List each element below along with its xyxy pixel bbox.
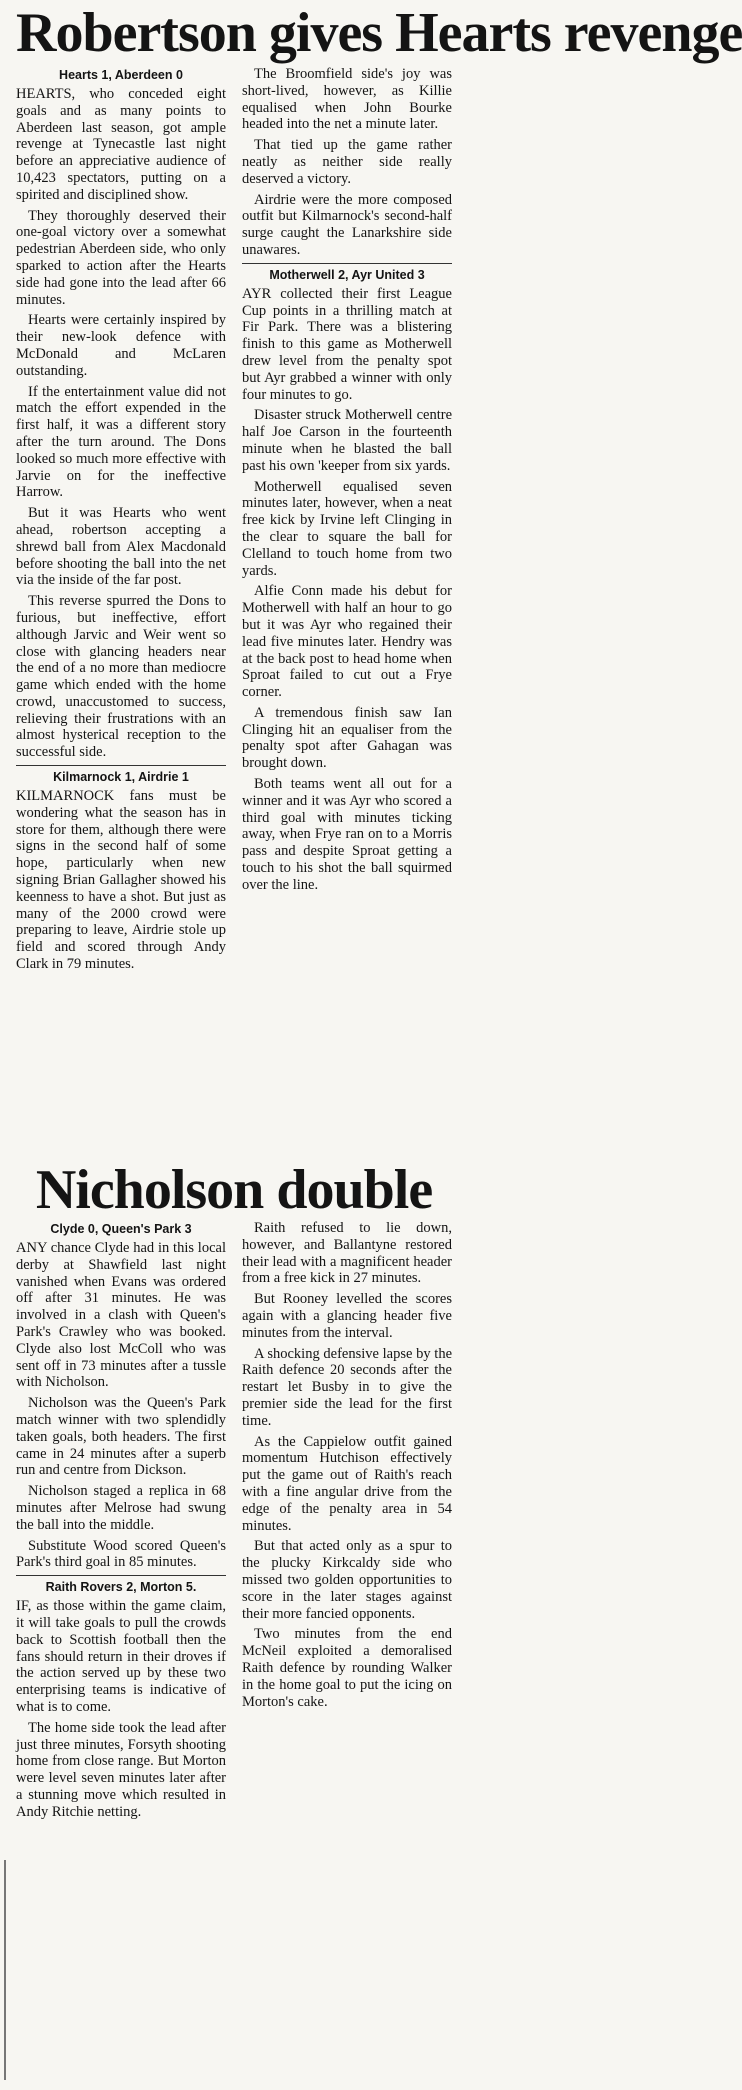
paragraph: Hearts were certainly inspired by their new-look defence with McDonald and McLaren outstanding. (16, 312, 226, 379)
paragraph: HEARTS, who conceded eight goals and as many points to Aberdeen last season, got ample revenge at Tynecastle last night before an appreciative audience of 10,423 spectators, putting on a spirited and disciplined show. (16, 86, 226, 203)
column-left (16, 66, 226, 977)
article-nicholson-columns (16, 1220, 452, 2090)
match-subhead: Hearts 1, Aberdeen 0 (59, 68, 183, 82)
column-right (242, 66, 452, 898)
paragraph: They thoroughly deserved their one-goal victory over a somewhat pedestrian Aberdeen side, who only sparked to action after the Hearts side had gone into the lead after 66 minutes. (16, 207, 226, 308)
paragraph: Nicholson was the Queen's Park match winner with two splendidly taken goals, both headers. The first came in 24 minutes after a superb run and centre from Dickson. (16, 1395, 226, 1479)
paragraph: Alfie Conn made his debut for Motherwell with half an hour to go but it was Ayr who regained their lead five minutes later. Hendry was at the back post to head home when Sproat failed to cut out a Frye corner. (242, 583, 452, 701)
article-robertson-columns (16, 66, 452, 1156)
paragraph: The home side took the lead after just three minutes, Forsyth shooting home from close range. But Morton were level seven minutes later after a stunning move which resulted in Andy Ritchie netting. (16, 1719, 226, 1820)
match-subhead: Raith Rovers 2, Morton 5. (16, 1575, 226, 1595)
match-subhead: Clyde 0, Queen's Park 3 (50, 1222, 192, 1236)
paragraph: A tremendous finish saw Ian Clinging hit an equaliser from the penalty spot after Gahagan was brought down. (242, 704, 452, 772)
paragraph: KILMARNOCK fans must be wondering what the season has in store for them, although there were signs in the second half of some hope, particularly when new signing Brian Gallagher showed his keenness to have a shot. But just as many of the 2000 crowd were preparing to leave, Airdrie stole up field and scored through Andy Clark in 79 minutes. (16, 788, 226, 973)
paragraph: The Broomfield side's joy was short-lived, however, as Killie equalised when John Bourke headed into the net a minute later. (242, 66, 452, 133)
paragraph: Disaster struck Motherwell centre half Joe Carson in the fourteenth minute when he blasted the ball past his own 'keeper from six yards. (242, 407, 452, 474)
paragraph: That tied up the game rather neatly as neither side really deserved a victory. (242, 137, 452, 187)
column-left (16, 1220, 226, 1825)
paragraph: Two minutes from the end McNeil exploited a demoralised Raith defence by rounding Walker in the home goal to put the icing on Morton's cake. (242, 1626, 452, 1710)
paragraph: Airdrie were the more composed outfit but Kilmarnock's second-half surge caught the Lanarkshire side unawares. (242, 191, 452, 258)
column-edge-rule (4, 1860, 6, 2080)
paragraph: Motherwell equalised seven minutes later, however, when a neat free kick by Irvine left Clinging in the clear to square the ball for Clelland to touch home from two yards. (242, 478, 452, 579)
paragraph: Both teams went all out for a winner and it was Ayr who scored a third goal with minutes ticking away, when Frye ran on to a Morris pass and despite Sproat getting a touch to his shot the ball squirmed over the line. (242, 776, 452, 893)
headline-robertson: Robertson gives Hearts revenge (16, 2, 742, 64)
paragraph: But it was Hearts who went ahead, robertson accepting a shrewd ball from Alex Macdonald before shooting the ball into the net via the inside of the far post. (16, 505, 226, 589)
paragraph: A shocking defensive lapse by the Raith defence 20 seconds after the restart let Busby in to give the premier side the lead for the first time. (242, 1345, 452, 1429)
column-right (242, 1220, 452, 1714)
match-subhead: Motherwell 2, Ayr United 3 (242, 263, 452, 283)
paragraph: Nicholson staged a replica in 68 minutes after Melrose had swung the ball into the middle. (16, 1483, 226, 1533)
paragraph: IF, as those within the game claim, it will take goals to pull the crowds back to Scottish football then the fans should return in their droves if the action served up by these two enterprising teams is indicative of what is to come. (16, 1598, 226, 1715)
headline-nicholson: Nicholson double (35, 1159, 433, 1221)
match-subhead: Kilmarnock 1, Airdrie 1 (16, 765, 226, 785)
paragraph: This reverse spurred the Dons to furious, but ineffective, effort although Jarvic and Weir went so close with glancing headers near the end of a no more than mediocre game which ended with the home crowd, unaccustomed to success, relieving their frustrations with an almost hysterical reception to the successful side. (16, 593, 226, 761)
paragraph: But that acted only as a spur to the plucky Kirkcaldy side who missed two golden opportunities to score in the later stages against their more fancied opponents. (242, 1538, 452, 1622)
paragraph: As the Cappielow outfit gained momentum Hutchison effectively put the game out of Raith's reach with a fine angular drive from the edge of the penalty area in 54 minutes. (242, 1433, 452, 1534)
paragraph: If the entertainment value did not match the effort expended in the first half, it was a different story after the turn around. The Dons looked so much more effective with Jarvie on for the ineffective Harrow. (16, 383, 226, 501)
paragraph: Raith refused to lie down, however, and Ballantyne restored their lead with a magnificent header from a free kick in 27 minutes. (242, 1220, 452, 1287)
paragraph: AYR collected their first League Cup points in a thrilling match at Fir Park. There was a blistering finish to this game as Motherwell drew level from the penalty spot but Ayr grabbed a winner with only four minutes to go. (242, 285, 452, 403)
paragraph: Substitute Wood scored Queen's Park's third goal in 85 minutes. (16, 1537, 226, 1571)
paragraph: But Rooney levelled the scores again with a glancing header five minutes from the interval. (242, 1291, 452, 1341)
paragraph: ANY chance Clyde had in this local derby at Shawfield last night vanished when Evans was ordered off after 31 minutes. He was involved in a clash with Queen's Park's Crawley who was booked. Clyde also lost McColl who was sent off in 73 minutes after a tussle with Nicholson. (16, 1240, 226, 1391)
